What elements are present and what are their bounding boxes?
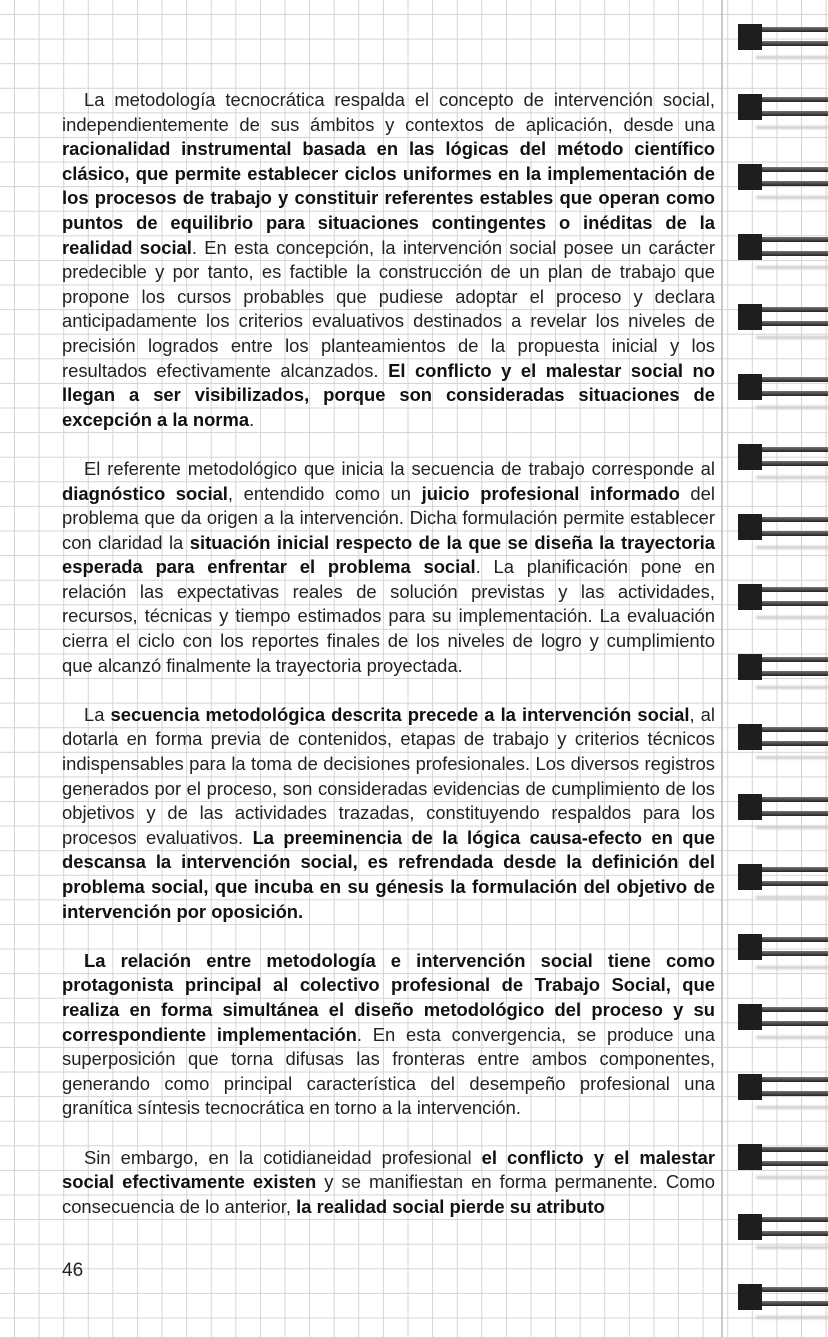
bold-text-segment: La relación entre metodología e intervención social tiene como protagonista principal al colectivo profesional de Trabajo Social, que realiza en forma simultánea el diseño metodológico del proceso y su correspondiente implementación [62, 949, 715, 1045]
body-text [62, 88, 715, 1244]
spiral-ring [738, 724, 828, 750]
text-segment: La metodología tecnocrática respalda el concepto de intervención social, independientemente de sus ámbitos y contextos de aplicación, desde una [62, 89, 715, 135]
bold-text-segment: situación inicial respecto de la que se diseña la trayectoria esperada para enfrentar el problema social [62, 531, 715, 578]
paragraph [62, 1146, 715, 1220]
bold-text-segment: diagnóstico social [62, 482, 228, 504]
text-segment: del problema que da origen a la intervención. Dicha formulación permite establecer con claridad la [62, 482, 715, 553]
spiral-ring [738, 1214, 828, 1240]
spiral-ring [738, 864, 828, 890]
bold-text-segment: El conflicto y el malestar social no llegan a ser visibilizados, porque son consideradas situaciones de excepción a la norma [62, 359, 716, 430]
paragraph [62, 88, 715, 432]
notebook-margin-line [721, 0, 723, 1337]
bold-text-segment: el conflicto y el malestar social efectivamente existen [62, 1146, 716, 1193]
text-segment: . En esta convergencia, se produce una superposición que torna difusas las fronteras entre ambos componentes, generando como principal característica del desempeño profesional una granítica síntesis tecnocrática en torno a la intervención. [62, 1023, 715, 1119]
bold-text-segment: juicio profesional informado [421, 482, 680, 504]
text-segment: El referente metodológico que inicia la secuencia de trabajo corresponde al [84, 457, 715, 479]
spiral-ring [738, 94, 828, 120]
text-segment: Sin embargo, en la cotidianeidad profesional [84, 1146, 482, 1168]
spiral-ring [738, 304, 828, 330]
page-number: 46 [62, 1260, 84, 1281]
spiral-ring [738, 24, 828, 50]
bold-text-segment: La preeminencia de la lógica causa-efecto en que descansa la intervención social, es refrendada desde la definición del problema social, que incuba en su génesis la formulación del objetivo de intervención por oposición. [62, 826, 715, 922]
spiral-ring [738, 1144, 828, 1170]
bold-text-segment: la realidad social pierde su atributo [296, 1195, 605, 1217]
text-segment: y se manifiestan en forma permanente. Como consecuencia de lo anterior, [62, 1171, 715, 1217]
spiral-ring [738, 444, 828, 470]
paragraph [62, 457, 715, 678]
spiral-ring [738, 584, 828, 610]
spiral-ring [738, 934, 828, 960]
text-segment: . La planificación pone en relación las expectativas reales de solución previstas y las actividades, recursos, técnicas y tiempo estimados para su implementación. La evaluación cierra el ciclo con los reportes finales de los niveles de logro y cumplimiento que alcanzó finalmente la trayectoria proyectada. [62, 556, 715, 676]
spiral-ring [738, 654, 828, 680]
spiral-ring [738, 234, 828, 260]
text-segment: . En esta concepción, la intervención social posee un carácter predecible y por tanto, es factible la construcción de un plan de trabajo que propone los cursos probables que pudiese adoptar el proceso y declara anticipadamente los criterios evaluativos destinados a revelar los niveles de precisión logrados entre los planteamientos de la propuesta inicial y los resultados efectivamente alcanzados. [62, 236, 715, 381]
spiral-ring [738, 1074, 828, 1100]
bold-text-segment: secuencia metodológica descrita precede a la intervención social [110, 703, 690, 725]
text-segment: , entendido como un [227, 482, 422, 504]
paragraph [62, 703, 715, 924]
spiral-ring [738, 514, 828, 540]
spiral-ring [738, 794, 828, 820]
spiral-ring [738, 374, 828, 400]
spiral-ring [738, 164, 828, 190]
paragraph [62, 949, 715, 1121]
text-segment: La [84, 703, 111, 725]
spiral-ring [738, 1004, 828, 1030]
text-segment: . [249, 408, 255, 430]
bold-text-segment: racionalidad instrumental basada en las lógicas del método científico clásico, que permite establecer ciclos uniformes en la implementación de los procesos de trabajo y constituir referentes estables que operan como puntos de equilibrio para situaciones contingentes o inéditas de la realidad social [62, 138, 715, 258]
text-segment: , al dotarla en forma previa de contenidos, etapas de trabajo y criterios técnicos indispensables para la toma de decisiones profesionales. Los diversos registros generados por el proceso, son consideradas evidencias de cumplimiento de los objetivos y de las actividades trazadas, constituyendo respaldos para los procesos evaluativos. [62, 703, 715, 848]
spiral-ring [738, 1284, 828, 1310]
